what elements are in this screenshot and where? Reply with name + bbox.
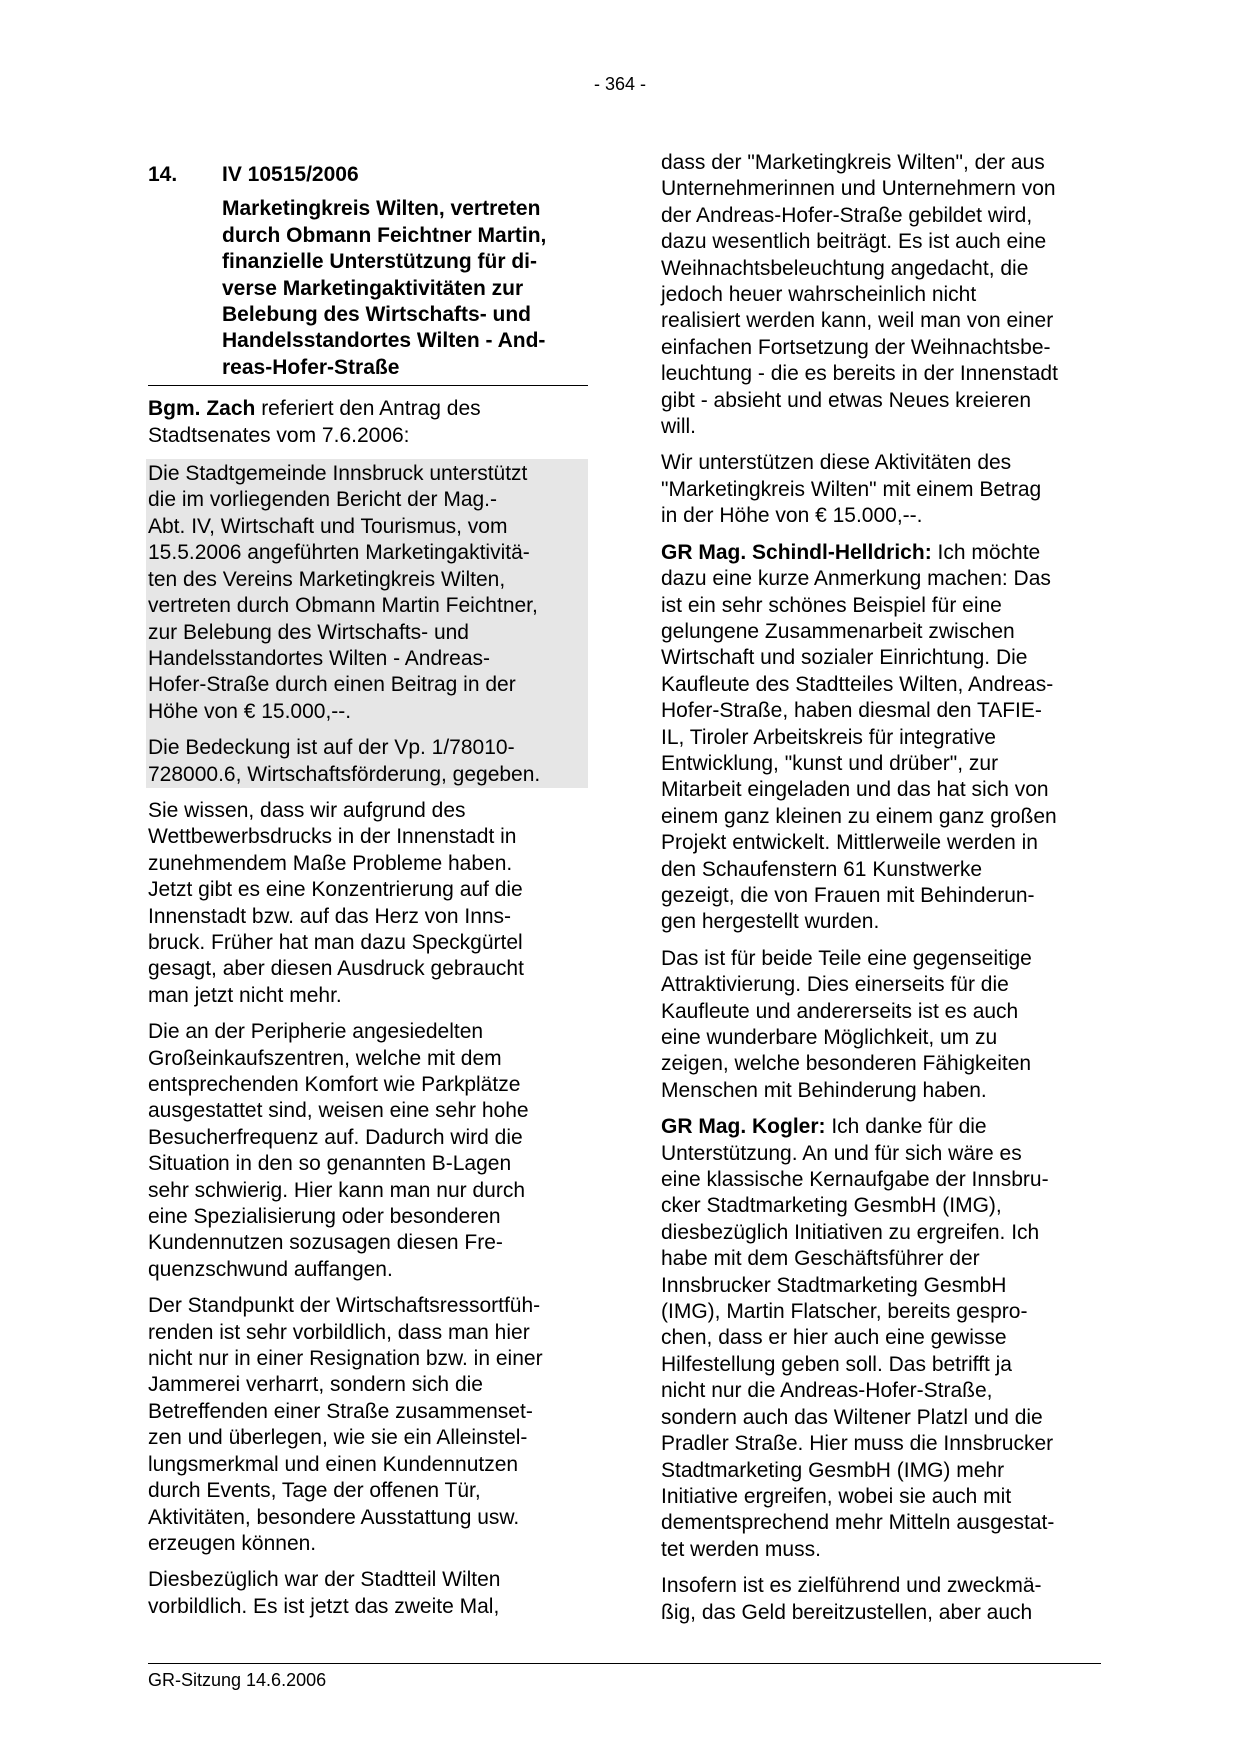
body-paragraph <box>661 150 1111 440</box>
right-column <box>661 150 1111 1636</box>
text-line: gen hergestellt wurden. <box>661 910 880 934</box>
text-line: Jammerei verharrt, sondern sich die <box>148 1373 483 1397</box>
text-line: durch Events, Tage der offenen Tür, <box>148 1479 481 1503</box>
motion-box <box>146 459 588 788</box>
agenda-title <box>222 196 588 385</box>
intro-paragraph <box>148 396 588 449</box>
text-line: nicht nur die Andreas-Hofer-Straße, <box>661 1379 993 1403</box>
body-paragraph <box>661 450 1111 529</box>
text-line: Attraktivierung. Dies einerseits für die <box>661 973 1009 997</box>
text-line: Diesbezüglich war der Stadtteil Wilten <box>148 1568 501 1592</box>
text-line: entsprechenden Komfort wie Parkplätze <box>148 1073 521 1096</box>
agenda-title-line: Marketingkreis Wilten, vertreten <box>222 197 541 221</box>
text-line: dazu eine kurze Anmerkung machen: Das <box>661 567 1051 591</box>
text-line: vertreten durch Obmann Martin Feichtner, <box>148 594 538 618</box>
text-line: eine Spezialisierung oder besonderen <box>148 1205 501 1229</box>
text-line: eine wunderbare Möglichkeit, um zu <box>661 1026 998 1049</box>
text-line: Jetzt gibt es eine Konzentrierung auf die <box>148 878 523 902</box>
text-line: sehr schwierig. Hier kann man nur durch <box>148 1178 525 1202</box>
text-line: Initiative ergreifen, wobei sie auch mit <box>661 1484 1012 1508</box>
text-line: zunehmendem Maße Probleme haben. <box>148 851 513 875</box>
text-line: Besucherfrequenz auf. Dadurch wird die <box>148 1125 523 1149</box>
left-column <box>148 150 588 1630</box>
text-line: Aktivitäten, besondere Ausstattung usw. <box>148 1505 520 1529</box>
text-line: Ich danke für die <box>825 1115 987 1139</box>
agenda-reference: IV 10515/2006 <box>222 163 359 186</box>
agenda-heading <box>148 162 588 188</box>
text-line: gezeigt, die von Frauen mit Behinderun- <box>661 883 1035 907</box>
text-line: Abt. IV, Wirtschaft und Tourismus, vom <box>148 514 508 538</box>
text-line: 728000.6, Wirtschaftsförderung, gegeben. <box>148 762 541 786</box>
body-paragraph <box>148 1567 588 1620</box>
text-line: gelungene Zusammenarbeit zwischen <box>661 619 1015 643</box>
text-line: Stadtmarketing GesmbH (IMG) mehr <box>661 1458 1005 1482</box>
text-line: Wettbewerbsdrucks in der Innenstadt in <box>148 825 517 849</box>
text-line: Insofern ist es zielführend und zweckmä- <box>661 1574 1042 1598</box>
text-line: den Schaufenstern 61 Kunstwerke <box>661 857 983 881</box>
text-line: bruck. Früher hat man dazu Speckgürtel <box>148 930 523 954</box>
text-line: gesagt, aber diesen Ausdruck gebraucht <box>148 957 524 981</box>
text-line: jedoch heuer wahrscheinlich nicht <box>661 283 977 307</box>
agenda-title-line: finanzielle Unterstützung für di- <box>222 250 537 274</box>
text-line: nicht nur in einer Resignation bzw. in einer <box>148 1347 543 1371</box>
text-line: Höhe von € 15.000,--. <box>148 699 352 723</box>
text-line: quenzschwund auffangen. <box>148 1257 393 1281</box>
text-line: lungsmerkmal und einen Kundennutzen <box>148 1452 519 1476</box>
text-line: Sie wissen, dass wir aufgrund des <box>148 798 466 822</box>
agenda-title-line: Belebung des Wirtschafts- und <box>222 303 532 327</box>
text-line: Wir unterstützen diese Aktivitäten des <box>661 451 1012 475</box>
text-line: Mitarbeit eingeladen und das hat sich von <box>661 778 1049 802</box>
text-line: Kaufleute und andererseits ist es auch <box>661 999 1019 1023</box>
page-number: - 364 - <box>593 74 647 94</box>
text-line: Kundennutzen sozusagen diesen Fre- <box>148 1231 503 1255</box>
text-line: Entwicklung, "kunst und drüber", zur <box>661 751 999 775</box>
text-line: vorbildlich. Es ist jetzt das zweite Mal, <box>148 1594 500 1618</box>
text-line: Situation in den so genannten B-Lagen <box>148 1152 512 1176</box>
text-line: zur Belebung des Wirtschafts- und <box>148 620 469 644</box>
text-line: renden ist sehr vorbildlich, dass man hier <box>148 1320 530 1344</box>
text-line: dementsprechend mehr Mitteln ausgestat- <box>661 1511 1055 1535</box>
text-line: dass der "Marketingkreis Wilten", der aus <box>661 151 1045 174</box>
text-line: Großeinkaufszentren, welche mit dem <box>148 1046 502 1070</box>
text-line: Hofer-Straße durch einen Beitrag in der <box>148 673 516 697</box>
text-line: diesbezüglich Initiativen zu ergreifen. Ich <box>661 1220 1040 1244</box>
footer-rule <box>148 1663 1101 1664</box>
agenda-title-line: durch Obmann Feichtner Martin, <box>222 223 547 247</box>
body-paragraph <box>148 1293 588 1557</box>
text-line: eine klassische Kernaufgabe der Innsbru- <box>661 1168 1049 1192</box>
text-line: der Andreas-Hofer-Straße gebildet wird, <box>661 203 1033 227</box>
text-line: realisiert werden kann, weil man von einer <box>661 309 1054 333</box>
text-line: man jetzt nicht mehr. <box>148 983 342 1007</box>
text-line: die im vorliegenden Bericht der Mag.- <box>148 488 498 512</box>
text-line: Stadtsenates vom 7.6.2006: <box>148 423 410 447</box>
text-line: Projekt entwickelt. Mittlerweile werden in <box>661 831 1038 855</box>
text-line: tet werden muss. <box>661 1537 821 1561</box>
text-line: ausgestattet sind, weisen eine sehr hohe <box>148 1099 529 1123</box>
text-line: "Marketingkreis Wilten" mit einem Betrag <box>661 477 1042 501</box>
text-line: Innenstadt bzw. auf das Herz von Inns- <box>148 904 512 928</box>
text-line: Pradler Straße. Hier muss die Innsbrucker <box>661 1432 1054 1456</box>
text-line: referiert den Antrag des <box>255 397 481 421</box>
text-line: IL, Tiroler Arbeitskreis für integrative <box>661 725 996 749</box>
text-line: gibt - absieht und etwas Neues kreieren <box>661 388 1032 412</box>
text-line: ßig, das Geld bereitzustellen, aber auch <box>661 1600 1033 1624</box>
text-line: erzeugen können. <box>148 1531 317 1555</box>
agenda-title-line: verse Marketingaktivitäten zur <box>222 276 524 300</box>
text-line: dazu wesentlich beiträgt. Es ist auch eine <box>661 230 1047 254</box>
motion-paragraph <box>148 461 588 725</box>
text-line: Wirtschaft und sozialer Einrichtung. Die <box>661 646 1028 670</box>
text-line: Das ist für beide Teile eine gegenseitige <box>661 946 1032 970</box>
text-line: Die an der Peripherie angesiedelten <box>148 1020 484 1044</box>
text-line: Innsbrucker Stadtmarketing GesmbH <box>661 1273 1007 1297</box>
agenda-number: 14. <box>148 163 178 186</box>
text-line: Unternehmerinnen und Unternehmern von <box>661 177 1056 201</box>
coverage-paragraph <box>148 735 588 788</box>
agenda-title-line: Handelsstandortes Wilten - And- <box>222 329 546 353</box>
text-line: Ich möchte <box>931 540 1041 564</box>
text-line: sondern auch das Wiltener Platzl und die <box>661 1405 1043 1429</box>
text-line: Kaufleute des Stadtteiles Wilten, Andreas- <box>661 672 1054 696</box>
text-line: zeigen, welche besonderen Fähigkeiten <box>661 1052 1032 1076</box>
speaker-name: GR Mag. Schindl-Helldrich: <box>661 540 932 564</box>
text-line: chen, dass er hier auch eine gewisse <box>661 1326 1007 1350</box>
speaker-name: GR Mag. Kogler: <box>661 1115 826 1139</box>
speaker-name: Bgm. Zach <box>148 397 256 421</box>
text-line: (IMG), Martin Flatscher, bereits gespro- <box>661 1300 1028 1324</box>
text-line: leuchtung - die es bereits in der Innenstadt <box>661 362 1058 386</box>
text-line: Hofer-Straße, haben diesmal den TAFIE- <box>661 699 1042 723</box>
text-line: 15.5.2006 angeführten Marketingaktivitä- <box>148 541 530 565</box>
body-paragraph <box>661 946 1111 1104</box>
speech-paragraph <box>661 540 1111 936</box>
text-line: ten des Vereins Marketingkreis Wilten, <box>148 567 506 591</box>
text-line: Weihnachtsbeleuchtung angedacht, die <box>661 256 1029 280</box>
body-paragraph <box>148 798 588 1009</box>
speech-paragraph <box>661 1114 1111 1563</box>
body-paragraph <box>148 1019 588 1283</box>
text-line: Die Stadtgemeinde Innsbruck unterstützt <box>148 462 528 486</box>
text-line: in der Höhe von € 15.000,--. <box>661 504 923 528</box>
body-paragraph <box>661 1573 1111 1626</box>
text-line: zen und überlegen, wie sie ein Alleinstel- <box>148 1426 528 1450</box>
text-line: habe mit dem Geschäftsführer der <box>661 1247 980 1271</box>
footer-text: GR-Sitzung 14.6.2006 <box>148 1670 327 1690</box>
text-line: Betreffenden einer Straße zusammenset- <box>148 1399 533 1423</box>
text-line: ist ein sehr schönes Beispiel für eine <box>661 593 1002 617</box>
text-line: einfachen Fortsetzung der Weihnachtsbe- <box>661 335 1051 359</box>
text-line: einem ganz kleinen zu einem ganz großen <box>661 804 1057 828</box>
text-line: Unterstützung. An und für sich wäre es <box>661 1141 1022 1165</box>
text-line: Der Standpunkt der Wirtschaftsressortfüh- <box>148 1294 541 1318</box>
text-line: Die Bedeckung ist auf der Vp. 1/78010- <box>148 736 515 760</box>
text-line: Menschen mit Behinderung haben. <box>661 1078 987 1102</box>
text-line: cker Stadtmarketing GesmbH (IMG), <box>661 1194 1002 1218</box>
text-line: Hilfestellung geben soll. Das betrifft ja <box>661 1352 1012 1376</box>
text-line: will. <box>661 415 696 439</box>
agenda-title-line: reas-Hofer-Straße <box>222 355 400 379</box>
text-line: Handelsstandortes Wilten - Andreas- <box>148 646 490 670</box>
